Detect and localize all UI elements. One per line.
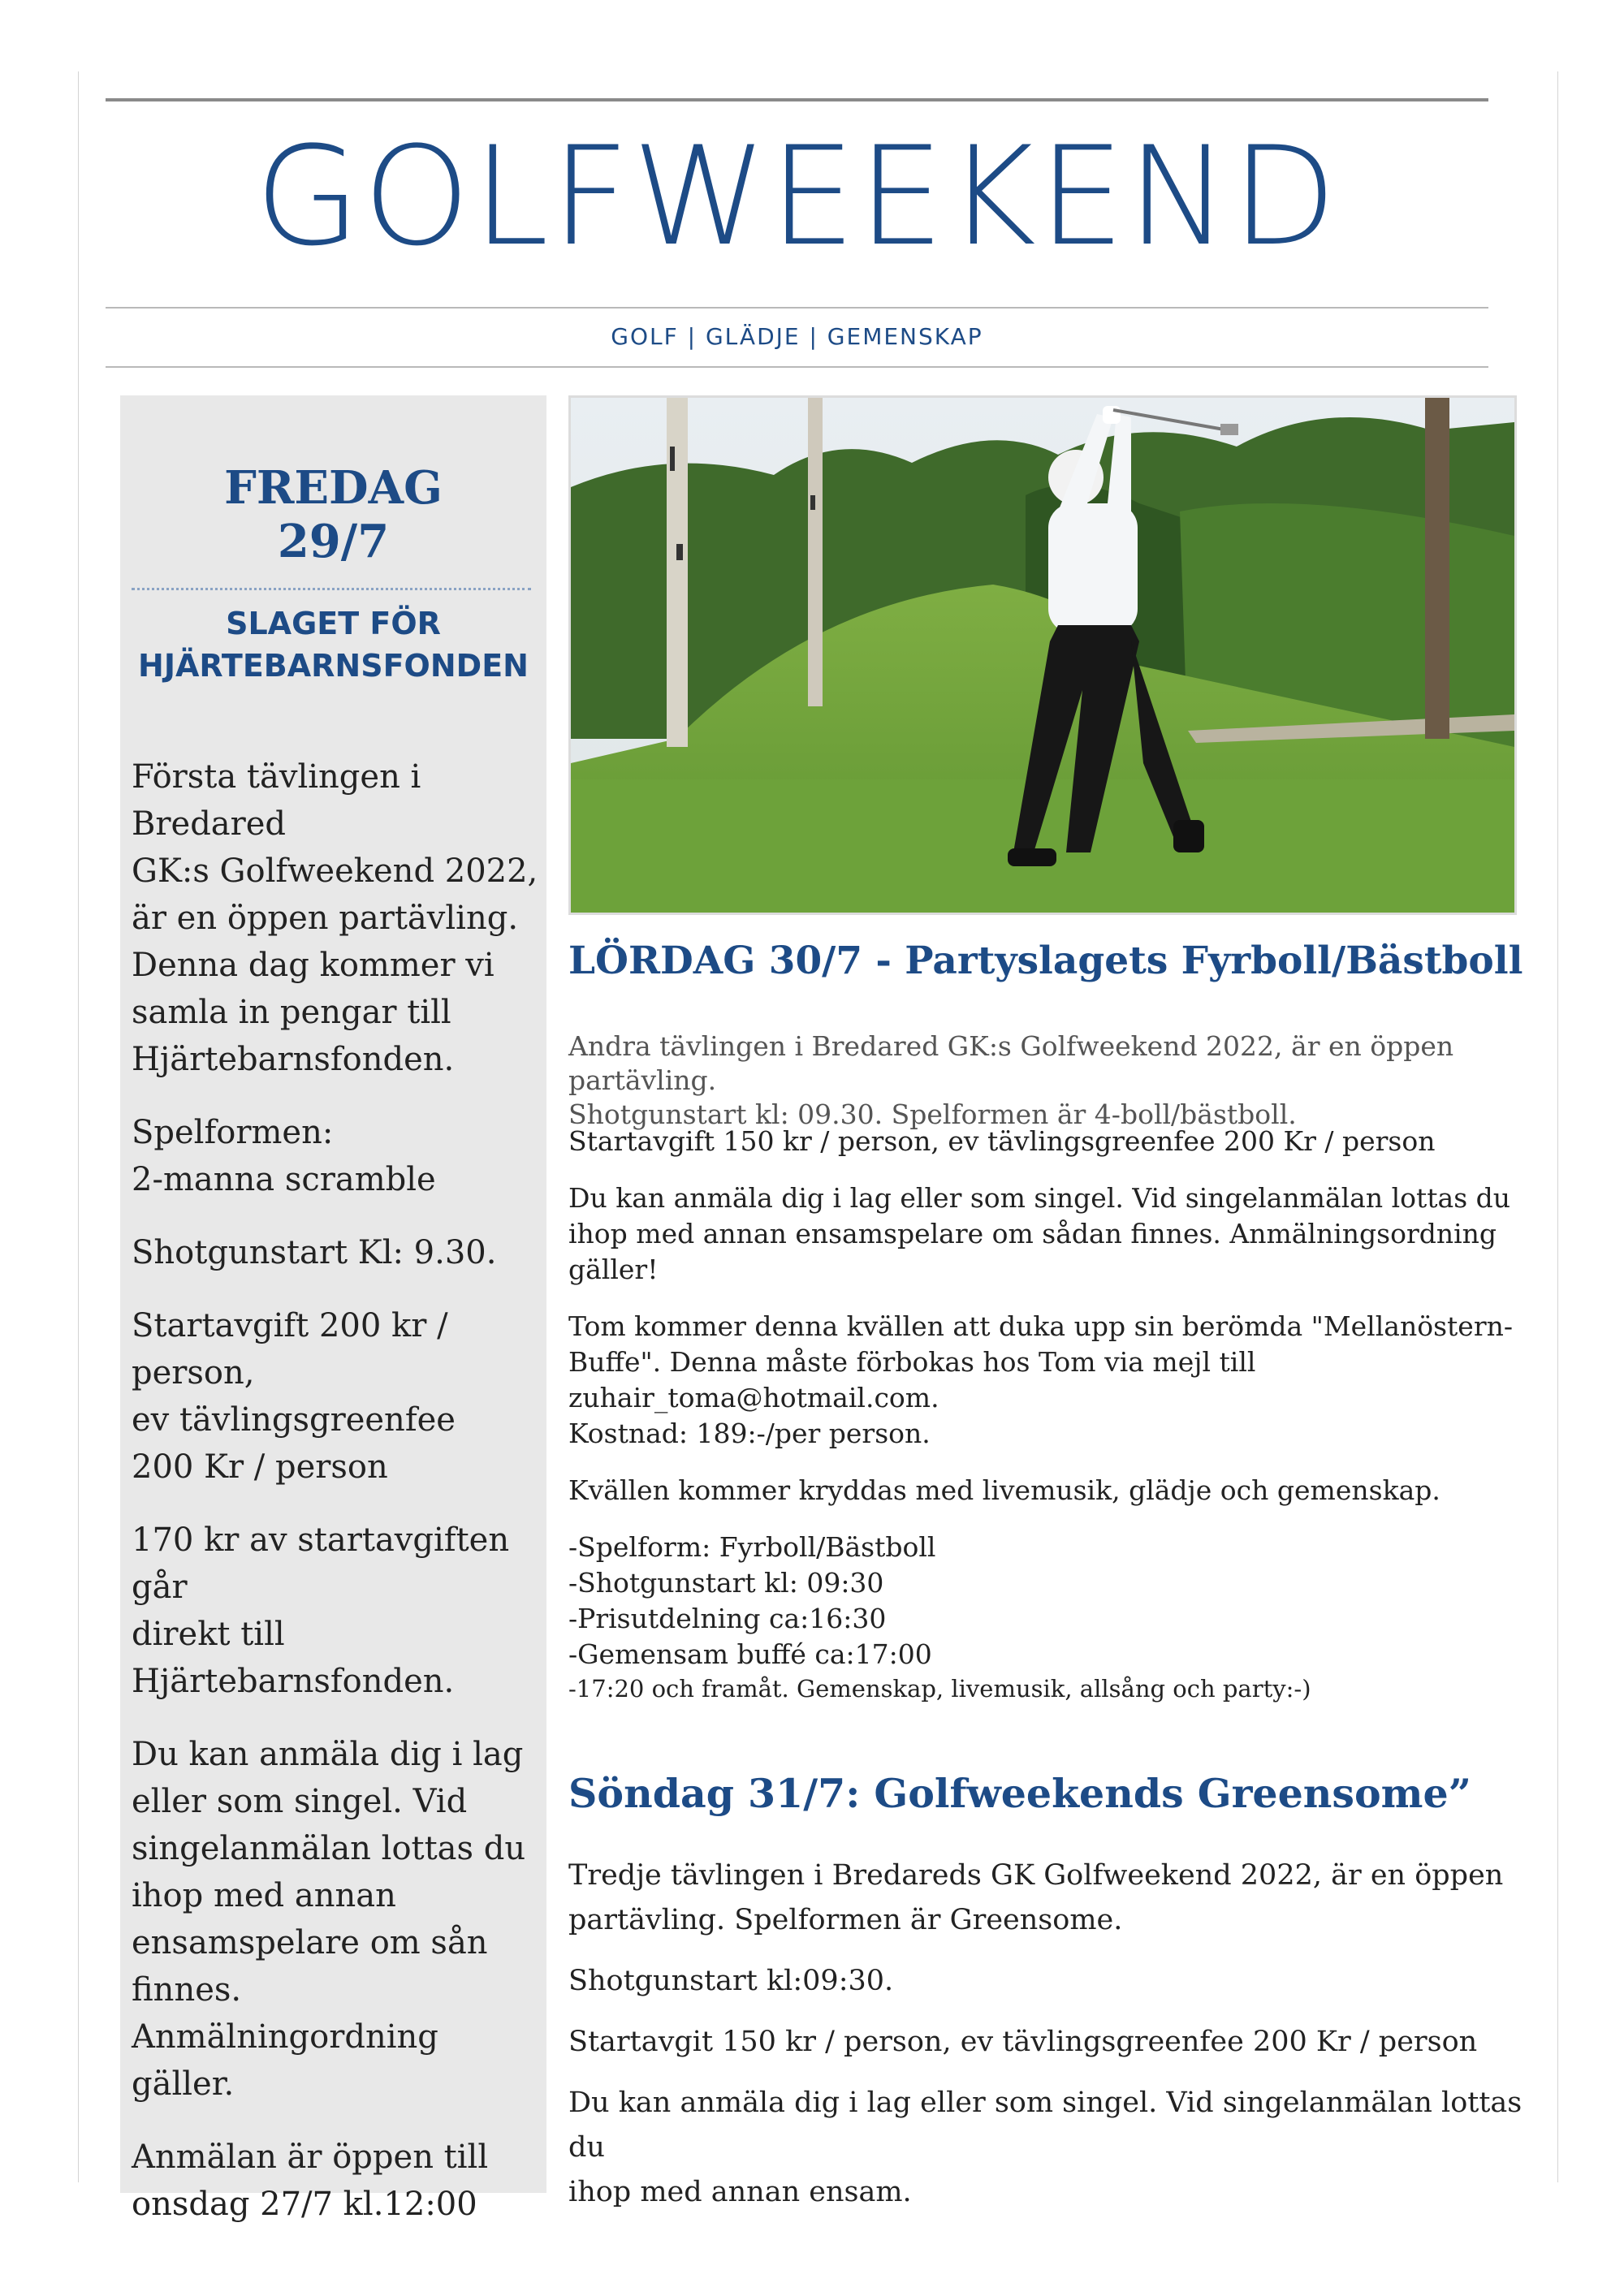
sidebar-paragraph-line: ev tävlingsgreenfee bbox=[132, 1401, 456, 1439]
sidebar-subtitle-line: SLAGET FÖR bbox=[226, 606, 441, 641]
page-edge-left bbox=[78, 71, 79, 2182]
sidebar-paragraph-line: Första tävlingen i Bredared bbox=[132, 758, 421, 843]
tagline: GOLF | GLÄDJE | GEMENSKAP bbox=[611, 323, 983, 350]
sunday-paragraph bbox=[568, 1854, 1535, 1943]
sunday-paragraph-line: Tredje tävlingen i Bredareds GK Golfweekend 2022, är en öppen bbox=[568, 1859, 1504, 1892]
page-edge-right bbox=[1557, 71, 1558, 2182]
saturday-body bbox=[568, 1124, 1535, 1705]
sidebar-paragraph bbox=[132, 1109, 542, 1203]
sidebar-paragraph-line: 170 kr av startavgiften går bbox=[132, 1521, 510, 1606]
saturday-intro-line: Andra tävlingen i Bredared GK:s Golfweekend 2022, är en öppen partävling. bbox=[568, 1030, 1454, 1096]
sidebar-paragraph-line: gäller. bbox=[132, 2065, 235, 2103]
sidebar-paragraph-line: Shotgunstart Kl: 9.30. bbox=[132, 1234, 497, 1271]
saturday-paragraph-line: Kvällen kommer kryddas med livemusik, glädje och gemenskap. bbox=[568, 1474, 1440, 1506]
saturday-paragraph-line: Kostnad: 189:-/per person. bbox=[568, 1418, 931, 1449]
schedule-item: -Gemensam buffé ca:17:00 bbox=[568, 1638, 932, 1670]
sidebar-subtitle bbox=[120, 602, 546, 687]
tagline-divider bbox=[106, 366, 1488, 368]
schedule-item: -Prisutdelning ca:16:30 bbox=[568, 1603, 887, 1634]
schedule-item-evening: -17:20 och framåt. Gemenskap, livemusik, allsång och party:-) bbox=[568, 1675, 1311, 1703]
title-divider bbox=[106, 307, 1488, 309]
sidebar-paragraph bbox=[132, 2134, 542, 2228]
sidebar-paragraph bbox=[132, 1731, 542, 2108]
schedule-item: -Spelform: Fyrboll/Bästboll bbox=[568, 1531, 936, 1563]
page-title: GOLFWEEKEND bbox=[254, 117, 1340, 276]
sunday-paragraph bbox=[568, 1959, 1535, 2004]
sunday-body bbox=[568, 1854, 1535, 2231]
saturday-paragraph-line: Du kan anmäla dig i lag eller som singel. Vid singelanmälan lottas du bbox=[568, 1182, 1511, 1214]
sunday-paragraph bbox=[568, 2020, 1535, 2065]
sidebar-paragraph-line: Anmälan är öppen till bbox=[132, 2138, 489, 2176]
sunday-paragraph-line: Startavgit 150 kr / person, ev tävlingsgreenfee 200 Kr / person bbox=[568, 2026, 1478, 2058]
sidebar-day-heading bbox=[120, 461, 546, 568]
saturday-paragraph-line: ihop med annan ensamspelare om sådan finnes. Anmälningsordning bbox=[568, 1218, 1497, 1249]
sidebar-paragraph-line: GK:s Golfweekend 2022, bbox=[132, 852, 538, 890]
sidebar-body bbox=[132, 753, 542, 2254]
sunday-paragraph bbox=[568, 2081, 1535, 2215]
saturday-paragraph-line: Tom kommer denna kvällen att duka upp sin berömda "Mellanöstern- bbox=[568, 1310, 1513, 1342]
sidebar-paragraph-line: 2-manna scramble bbox=[132, 1161, 436, 1198]
sidebar-paragraph-line: Hjärtebarnsfonden. bbox=[132, 1663, 455, 1700]
saturday-heading: LÖRDAG 30/7 - Partyslagets Fyrboll/Bästboll bbox=[568, 939, 1523, 983]
sidebar-subtitle-line: HJÄRTEBARNSFONDEN bbox=[138, 648, 529, 684]
schedule-item: -Shotgunstart kl: 09:30 bbox=[568, 1567, 884, 1599]
sidebar-paragraph-line: Startavgift 200 kr / person, bbox=[132, 1307, 448, 1392]
sidebar-paragraph bbox=[132, 1517, 542, 1705]
saturday-paragraph bbox=[568, 1309, 1535, 1452]
sidebar-paragraph-line: finnes. Anmälningordning bbox=[132, 1971, 438, 2056]
sidebar-paragraph bbox=[132, 1302, 542, 1491]
sidebar-day-name: FREDAG bbox=[224, 461, 443, 515]
sidebar-dotted-divider bbox=[132, 588, 531, 590]
sunday-paragraph-line: partävling. Spelformen är Greensome. bbox=[568, 1904, 1123, 1936]
saturday-paragraph bbox=[568, 1124, 1535, 1159]
saturday-schedule-list bbox=[568, 1530, 1535, 1705]
sunday-paragraph-line: ihop med annan ensam. bbox=[568, 2176, 912, 2208]
top-rule bbox=[106, 98, 1488, 101]
sidebar-paragraph-line: Du kan anmäla dig i lag bbox=[132, 1736, 524, 1773]
sidebar-paragraph-line: ihop med annan bbox=[132, 1877, 396, 1914]
sidebar-paragraph-line: singelanmälan lottas du bbox=[132, 1830, 526, 1867]
saturday-intro-line: Shotgunstart kl: 09.30. Spelformen är 4-boll/bästboll. bbox=[568, 1098, 1297, 1130]
sidebar-paragraph-line: ensamspelare om sån bbox=[132, 1924, 488, 1962]
sidebar-paragraph bbox=[132, 753, 542, 1083]
sidebar-paragraph-line: samla in pengar till bbox=[132, 994, 451, 1031]
saturday-paragraph-line: gäller! bbox=[568, 1254, 659, 1285]
sidebar-paragraph-line: Hjärtebarnsfonden. bbox=[132, 1041, 455, 1078]
saturday-paragraph bbox=[568, 1473, 1535, 1508]
sidebar-paragraph-line: är en öppen partävling. bbox=[132, 900, 519, 937]
saturday-paragraph-line: zuhair_toma@hotmail.com. bbox=[568, 1382, 939, 1413]
golfer-photo bbox=[568, 395, 1517, 915]
sidebar-paragraph-line: 200 Kr / person bbox=[132, 1448, 388, 1486]
sunday-paragraph-line: Du kan anmäla dig i lag eller som singel. Vid singelanmälan lottas du bbox=[568, 2087, 1522, 2164]
sunday-heading: Söndag 31/7: Golfweekends Greensome” bbox=[568, 1770, 1471, 1817]
sidebar-paragraph-line: direkt till bbox=[132, 1616, 285, 1653]
sidebar-paragraph-line: eller som singel. Vid bbox=[132, 1783, 468, 1820]
sidebar-day-date: 29/7 bbox=[277, 515, 390, 568]
sidebar-paragraph bbox=[132, 1229, 542, 1276]
saturday-intro bbox=[568, 1029, 1535, 1132]
sidebar-paragraph-line: onsdag 27/7 kl.12:00 bbox=[132, 2186, 477, 2223]
saturday-paragraph-line: Startavgift 150 kr / person, ev tävlingsgreenfee 200 Kr / person bbox=[568, 1125, 1436, 1157]
sunday-paragraph-line: Shotgunstart kl:09:30. bbox=[568, 1965, 894, 1997]
saturday-paragraph-line: Buffe". Denna måste förbokas hos Tom via mejl till bbox=[568, 1346, 1256, 1378]
sidebar-paragraph-line: Spelformen: bbox=[132, 1114, 334, 1151]
sidebar-paragraph-line: Denna dag kommer vi bbox=[132, 947, 495, 984]
golfer-photo-illustration bbox=[571, 398, 1514, 913]
saturday-paragraph bbox=[568, 1180, 1535, 1288]
saturday-paragraphs bbox=[568, 1124, 1535, 1508]
